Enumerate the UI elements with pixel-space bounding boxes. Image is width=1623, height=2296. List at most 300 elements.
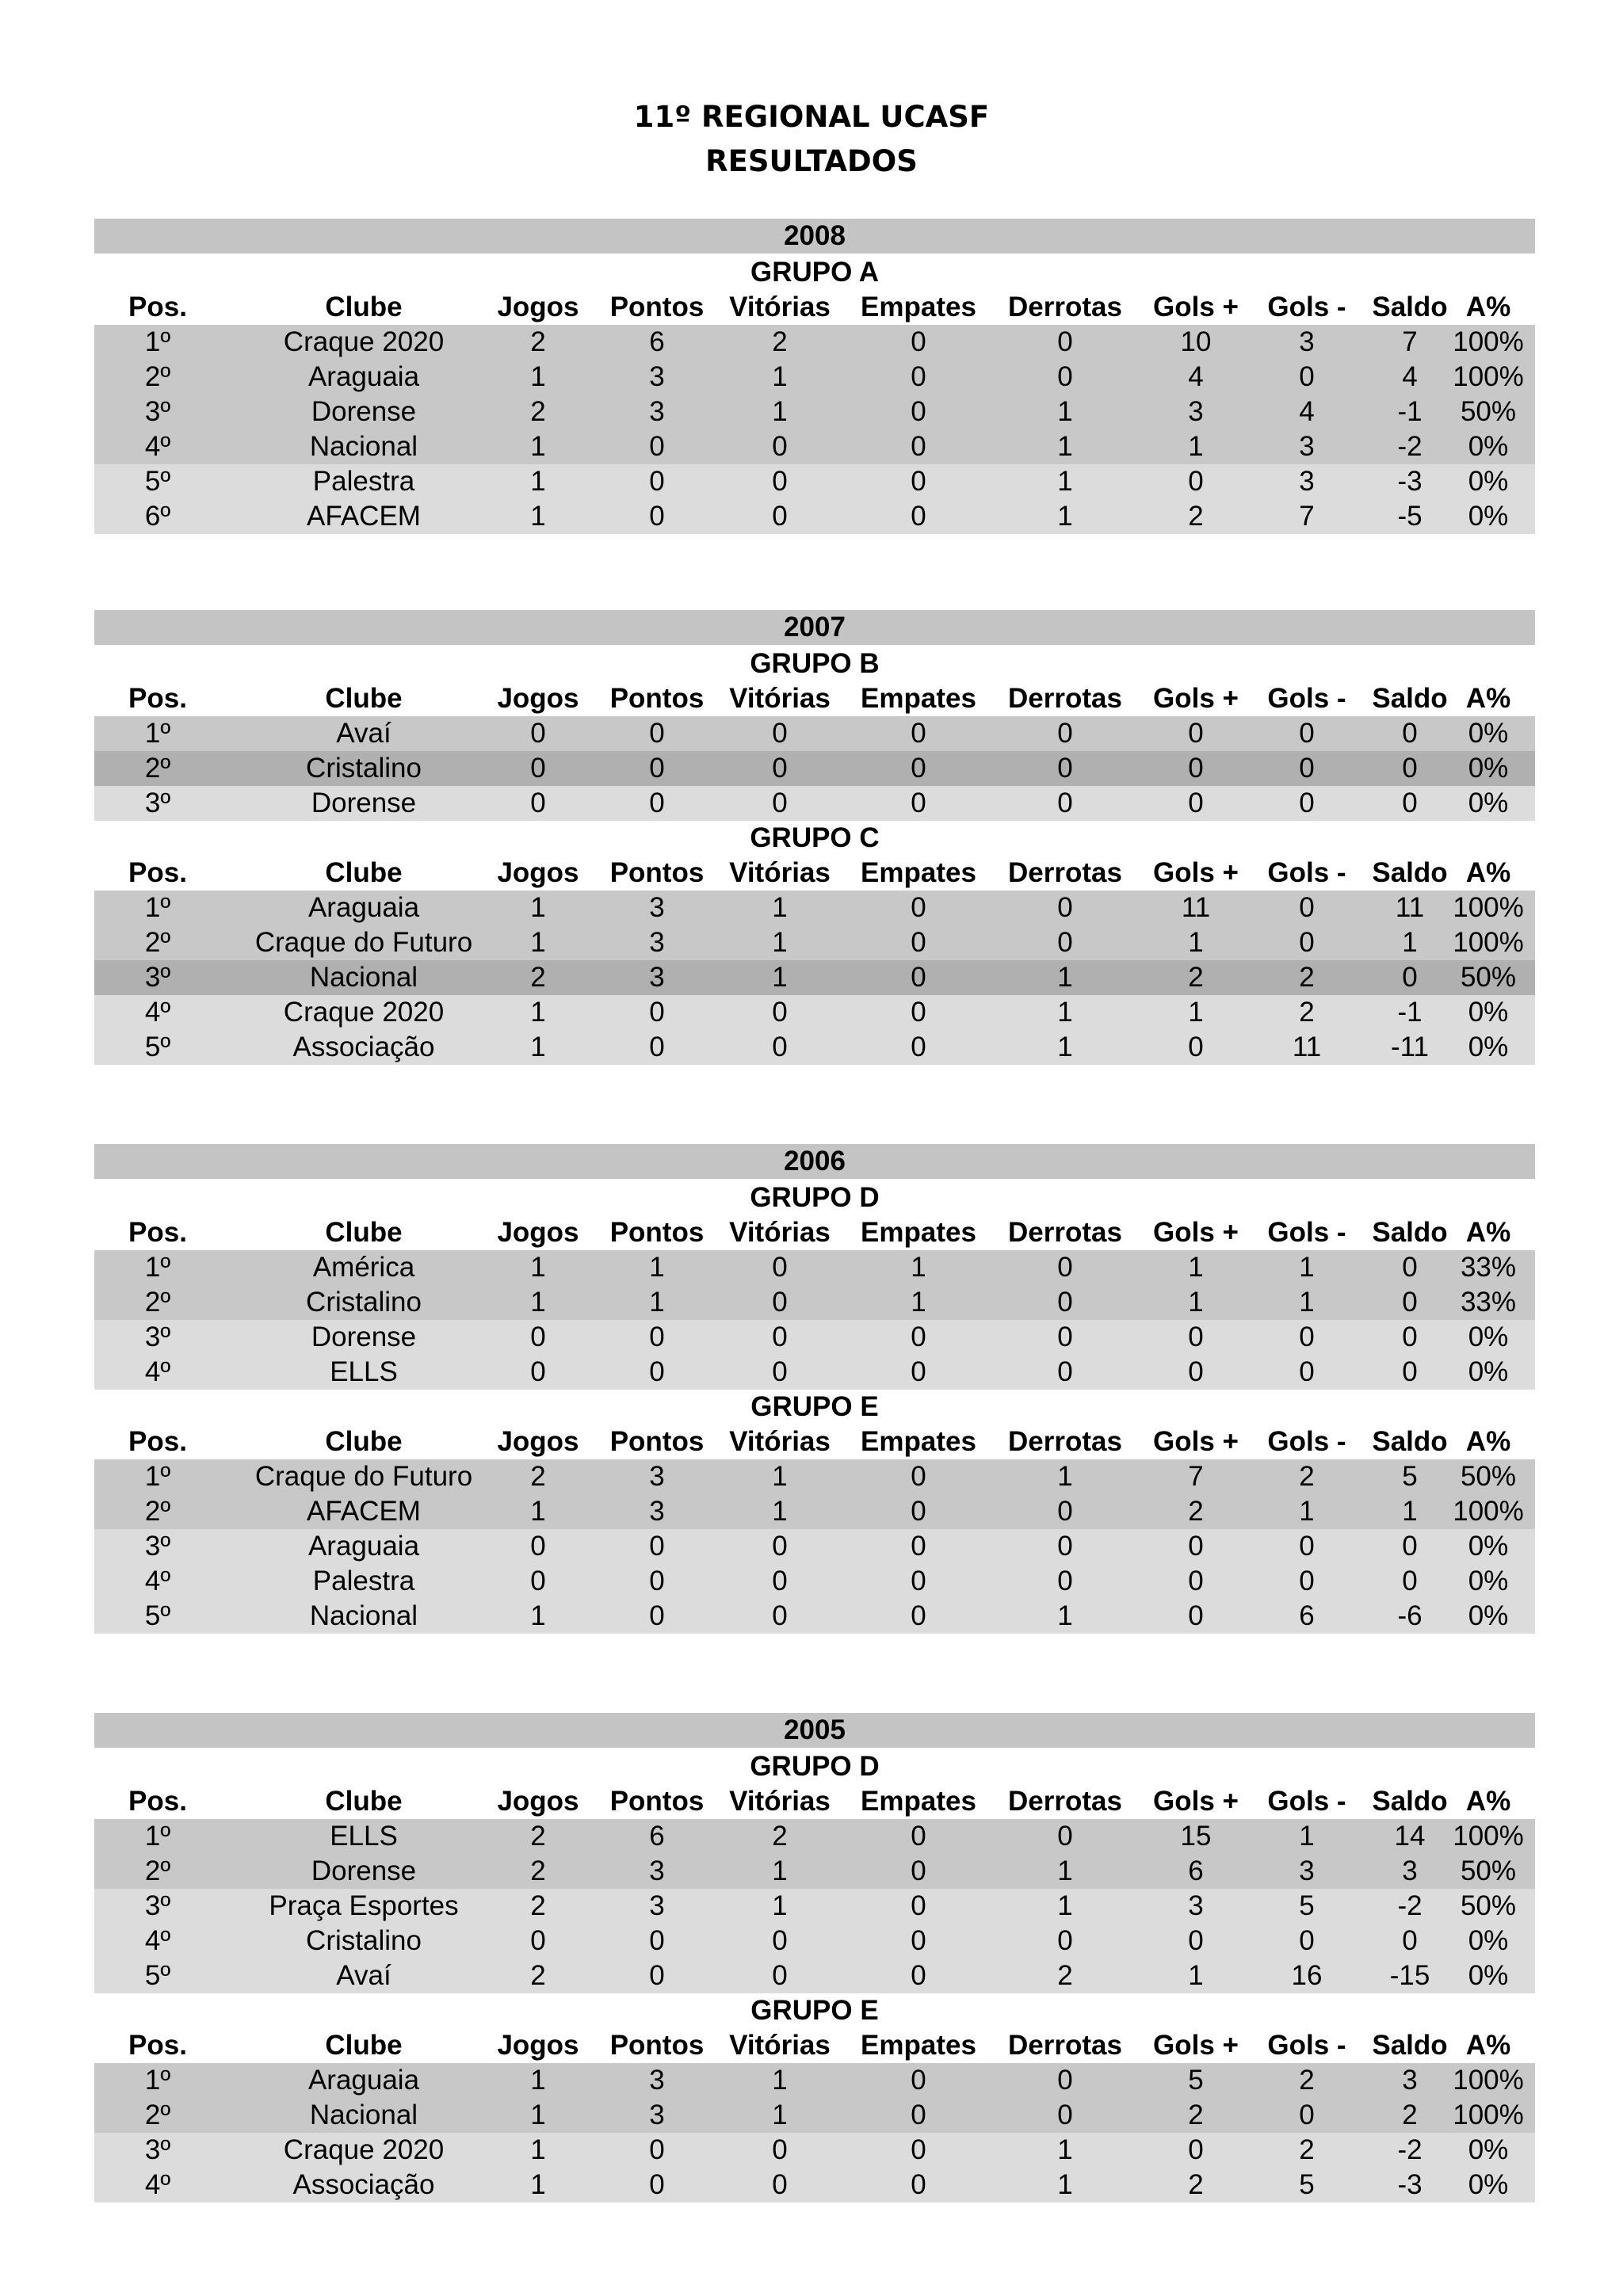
- cell-gols-pro: 0: [1188, 1566, 1204, 1596]
- cell-gols-pro: 1: [1188, 997, 1204, 1028]
- cell-empates: 0: [911, 1600, 926, 1631]
- cell-pontos: 0: [649, 1032, 665, 1062]
- header-pontos: Pontos: [609, 1217, 705, 1248]
- cell-vitorias: 1: [772, 1855, 788, 1886]
- cell-gols-pro: 0: [1188, 1531, 1204, 1562]
- cell-aproveitamento: 0%: [1468, 1925, 1509, 1956]
- cell-jogos: 2: [530, 1855, 546, 1886]
- table-row: [94, 1958, 1535, 1993]
- cell-clube: Dorense: [311, 1322, 417, 1352]
- cell-gols-contra: 3: [1299, 1855, 1315, 1886]
- cell-pontos: 0: [649, 466, 665, 497]
- table-row: [94, 1529, 1535, 1564]
- season-block: [94, 219, 1535, 534]
- cell-clube: Palestra: [312, 466, 415, 497]
- cell-gols-contra: 3: [1299, 326, 1315, 357]
- header-pos: Pos.: [128, 1217, 187, 1248]
- table-row: [94, 395, 1535, 429]
- cell-gols-pro: 6: [1188, 1855, 1204, 1886]
- cell-clube: Cristalino: [306, 1925, 422, 1956]
- cell-gols-pro: 0: [1188, 718, 1204, 749]
- cell-saldo: -11: [1391, 1032, 1429, 1062]
- cell-clube: Araguaia: [307, 361, 420, 392]
- cell-gols-contra: 2: [1299, 2134, 1315, 2165]
- cell-pos: 4º: [144, 1925, 171, 1956]
- cell-pontos: 0: [649, 718, 665, 749]
- cell-pontos: 6: [649, 1821, 665, 1852]
- table-row: [94, 751, 1535, 786]
- cell-empates: 0: [911, 1925, 926, 1956]
- cell-derrotas: 1: [1057, 2169, 1073, 2200]
- cell-pos: 2º: [144, 2100, 171, 2130]
- header-clube: Clube: [325, 1786, 403, 1817]
- cell-gols-pro: 15: [1180, 1821, 1212, 1852]
- cell-vitorias: 0: [772, 718, 788, 749]
- header-saldo: Saldo: [1372, 1217, 1448, 1248]
- cell-saldo: 0: [1402, 1566, 1418, 1596]
- cell-saldo: 0: [1402, 718, 1418, 749]
- cell-jogos: 1: [530, 997, 546, 1028]
- cell-pontos: 3: [649, 361, 665, 392]
- cell-pos: 3º: [144, 396, 171, 427]
- cell-saldo: 4: [1402, 361, 1418, 392]
- cell-pontos: 0: [649, 1600, 665, 1631]
- cell-pontos: 3: [649, 2065, 665, 2096]
- cell-gols-pro: 2: [1188, 962, 1204, 993]
- cell-gols-contra: 0: [1299, 361, 1315, 392]
- cell-gols-contra: 1: [1299, 1496, 1315, 1527]
- cell-derrotas: 0: [1057, 1566, 1073, 1596]
- cell-derrotas: 1: [1057, 1855, 1073, 1886]
- cell-derrotas: 0: [1057, 1356, 1073, 1387]
- cell-jogos: 1: [530, 2134, 546, 2165]
- cell-vitorias: 2: [772, 326, 788, 357]
- cell-empates: 0: [911, 431, 926, 462]
- cell-vitorias: 0: [772, 1531, 788, 1562]
- cell-vitorias: 1: [772, 2065, 788, 2096]
- header-pos: Pos.: [128, 292, 187, 322]
- cell-saldo: -2: [1397, 2134, 1423, 2165]
- table-row: [94, 1889, 1535, 1924]
- cell-saldo: 1: [1402, 927, 1418, 958]
- cell-gols-contra: 0: [1299, 788, 1315, 818]
- cell-pontos: 0: [649, 431, 665, 462]
- cell-gols-contra: 0: [1299, 1322, 1315, 1352]
- cell-empates: 0: [911, 1821, 926, 1852]
- cell-gols-contra: 0: [1299, 1531, 1315, 1562]
- cell-vitorias: 1: [772, 962, 788, 993]
- cell-gols-contra: 5: [1299, 1890, 1315, 1921]
- cell-gols-pro: 2: [1188, 501, 1204, 532]
- cell-jogos: 0: [530, 1925, 546, 1956]
- cell-pos: 3º: [144, 2134, 171, 2165]
- header-gols-pro: Gols +: [1153, 1786, 1239, 1817]
- cell-gols-pro: 7: [1188, 1461, 1204, 1492]
- header-aproveitamento: A%: [1465, 2030, 1511, 2061]
- header-vitorias: Vitórias: [729, 857, 831, 888]
- cell-vitorias: 0: [772, 2134, 788, 2165]
- cell-gols-contra: 1: [1299, 1252, 1315, 1283]
- cell-gols-pro: 3: [1188, 396, 1204, 427]
- cell-empates: 0: [911, 466, 926, 497]
- cell-aproveitamento: 50%: [1460, 1890, 1517, 1921]
- cell-empates: 0: [911, 1322, 926, 1352]
- cell-pos: 4º: [144, 997, 171, 1028]
- cell-empates: 0: [911, 753, 926, 784]
- cell-vitorias: 0: [772, 1356, 788, 1387]
- cell-saldo: 0: [1402, 788, 1418, 818]
- cell-jogos: 1: [530, 1600, 546, 1631]
- cell-clube: Dorense: [311, 788, 417, 818]
- cell-saldo: 0: [1402, 1287, 1418, 1318]
- cell-pos: 4º: [144, 2169, 171, 2200]
- cell-derrotas: 0: [1057, 2065, 1073, 2096]
- cell-pos: 1º: [144, 1252, 171, 1283]
- cell-empates: 0: [911, 1960, 926, 1991]
- cell-clube: Cristalino: [306, 753, 422, 784]
- cell-gols-pro: 0: [1188, 466, 1204, 497]
- cell-pos: 5º: [144, 466, 171, 497]
- cell-jogos: 2: [530, 1890, 546, 1921]
- cell-aproveitamento: 50%: [1460, 1461, 1517, 1492]
- header-row: [94, 681, 1535, 716]
- cell-jogos: 2: [530, 1960, 546, 1991]
- cell-pos: 5º: [144, 1960, 171, 1991]
- header-jogos: Jogos: [497, 683, 579, 714]
- cell-gols-pro: 0: [1188, 2134, 1204, 2165]
- header-gols-contra: Gols -: [1267, 683, 1346, 714]
- cell-gols-contra: 1: [1299, 1287, 1315, 1318]
- cell-aproveitamento: 100%: [1453, 927, 1524, 958]
- cell-derrotas: 0: [1057, 718, 1073, 749]
- cell-derrotas: 1: [1057, 396, 1073, 427]
- cell-gols-pro: 0: [1188, 788, 1204, 818]
- cell-empates: 1: [911, 1252, 926, 1283]
- group-title: GRUPO E: [750, 1995, 879, 2026]
- cell-jogos: 1: [530, 1496, 546, 1527]
- header-clube: Clube: [325, 292, 403, 322]
- cell-clube: Nacional: [309, 2100, 418, 2130]
- cell-gols-contra: 4: [1299, 396, 1315, 427]
- cell-vitorias: 0: [772, 2169, 788, 2200]
- cell-derrotas: 0: [1057, 927, 1073, 958]
- cell-saldo: 14: [1394, 1821, 1426, 1852]
- cell-empates: 0: [911, 1032, 926, 1062]
- cell-vitorias: 0: [772, 1960, 788, 1991]
- cell-pontos: 3: [649, 1890, 665, 1921]
- cell-pontos: 0: [649, 1356, 665, 1387]
- cell-gols-contra: 11: [1292, 1032, 1322, 1062]
- cell-vitorias: 1: [772, 396, 788, 427]
- cell-gols-pro: 11: [1181, 892, 1211, 923]
- header-clube: Clube: [325, 683, 403, 714]
- cell-vitorias: 1: [772, 2100, 788, 2130]
- table-row: [94, 716, 1535, 751]
- cell-empates: 0: [911, 396, 926, 427]
- cell-gols-pro: 2: [1188, 1496, 1204, 1527]
- table-row: [94, 1459, 1535, 1494]
- header-derrotas: Derrotas: [1008, 1786, 1122, 1817]
- header-pontos: Pontos: [609, 683, 705, 714]
- cell-empates: 0: [911, 1356, 926, 1387]
- cell-derrotas: 2: [1057, 1960, 1073, 1991]
- cell-gols-contra: 2: [1299, 962, 1315, 993]
- header-empates: Empates: [861, 1786, 976, 1817]
- cell-pos: 6º: [144, 501, 171, 532]
- cell-saldo: 3: [1402, 2065, 1418, 2096]
- group-title: GRUPO B: [750, 648, 880, 679]
- header-empates: Empates: [861, 683, 976, 714]
- cell-pontos: 0: [649, 1322, 665, 1352]
- header-aproveitamento: A%: [1465, 1217, 1511, 1248]
- header-derrotas: Derrotas: [1008, 292, 1122, 322]
- table-row: [94, 1320, 1535, 1355]
- cell-gols-contra: 0: [1299, 718, 1315, 749]
- cell-jogos: 0: [530, 1531, 546, 1562]
- cell-derrotas: 1: [1057, 2134, 1073, 2165]
- table-row: [94, 1355, 1535, 1390]
- season-block: [94, 610, 1535, 1065]
- cell-derrotas: 1: [1057, 1600, 1073, 1631]
- cell-derrotas: 0: [1057, 1531, 1073, 1562]
- cell-pos: 3º: [144, 1890, 171, 1921]
- header-derrotas: Derrotas: [1008, 857, 1122, 888]
- header-clube: Clube: [325, 2030, 403, 2061]
- table-row: [94, 1250, 1535, 1285]
- cell-pos: 1º: [144, 1461, 171, 1492]
- header-vitorias: Vitórias: [729, 683, 831, 714]
- cell-clube: Avaí: [336, 718, 391, 749]
- cell-clube: Araguaia: [307, 2065, 420, 2096]
- cell-jogos: 1: [530, 892, 546, 923]
- cell-pontos: 1: [649, 1252, 665, 1283]
- cell-pos: 2º: [144, 1496, 171, 1527]
- cell-saldo: 2: [1402, 2100, 1418, 2130]
- header-pos: Pos.: [128, 857, 187, 888]
- cell-empates: 0: [911, 718, 926, 749]
- cell-clube: Craque do Futuro: [254, 1461, 473, 1492]
- header-jogos: Jogos: [497, 1786, 579, 1817]
- cell-jogos: 0: [530, 753, 546, 784]
- cell-aproveitamento: 0%: [1468, 2169, 1509, 2200]
- cell-vitorias: 0: [772, 1032, 788, 1062]
- table-row: [94, 1819, 1535, 1854]
- cell-derrotas: 1: [1057, 997, 1073, 1028]
- cell-aproveitamento: 0%: [1468, 466, 1509, 497]
- cell-derrotas: 0: [1057, 1821, 1073, 1852]
- cell-vitorias: 0: [772, 1287, 788, 1318]
- cell-gols-pro: 0: [1188, 1600, 1204, 1631]
- cell-jogos: 1: [530, 1252, 546, 1283]
- cell-gols-contra: 5: [1299, 2169, 1315, 2200]
- cell-pos: 4º: [144, 1356, 171, 1387]
- title-line-2: RESULTADOS: [705, 144, 918, 178]
- cell-clube: Araguaia: [307, 1531, 420, 1562]
- cell-aproveitamento: 100%: [1453, 1821, 1524, 1852]
- cell-aproveitamento: 0%: [1468, 1531, 1509, 1562]
- cell-derrotas: 1: [1057, 1032, 1073, 1062]
- cell-vitorias: 0: [772, 1600, 788, 1631]
- header-empates: Empates: [861, 1426, 976, 1457]
- cell-pontos: 3: [649, 1855, 665, 1886]
- cell-derrotas: 0: [1057, 892, 1073, 923]
- cell-pontos: 0: [649, 997, 665, 1028]
- cell-jogos: 1: [530, 431, 546, 462]
- header-gols-contra: Gols -: [1267, 2030, 1346, 2061]
- season-block: [94, 1144, 1535, 1634]
- cell-saldo: 7: [1402, 326, 1418, 357]
- header-gols-pro: Gols +: [1153, 2030, 1239, 2061]
- cell-vitorias: 0: [772, 997, 788, 1028]
- cell-pontos: 0: [649, 501, 665, 532]
- cell-clube: Craque do Futuro: [254, 927, 473, 958]
- header-empates: Empates: [861, 857, 976, 888]
- cell-empates: 0: [911, 2169, 926, 2200]
- cell-clube: Praça Esportes: [269, 1890, 459, 1921]
- cell-jogos: 1: [530, 361, 546, 392]
- cell-aproveitamento: 0%: [1468, 431, 1509, 462]
- cell-pontos: 3: [649, 2100, 665, 2130]
- cell-saldo: -2: [1397, 1890, 1423, 1921]
- cell-jogos: 2: [530, 396, 546, 427]
- cell-aproveitamento: 0%: [1468, 1356, 1509, 1387]
- cell-aproveitamento: 33%: [1460, 1287, 1517, 1318]
- season-year: 2006: [94, 1144, 1535, 1179]
- cell-clube: Avaí: [336, 1960, 391, 1991]
- cell-aproveitamento: 0%: [1468, 2134, 1509, 2165]
- cell-clube: Craque 2020: [283, 2134, 445, 2165]
- cell-empates: 0: [911, 2065, 926, 2096]
- cell-derrotas: 1: [1057, 962, 1073, 993]
- cell-empates: 0: [911, 962, 926, 993]
- cell-derrotas: 1: [1057, 431, 1073, 462]
- header-derrotas: Derrotas: [1008, 2030, 1122, 2061]
- cell-clube: Dorense: [311, 396, 417, 427]
- cell-empates: 0: [911, 997, 926, 1028]
- header-gols-contra: Gols -: [1267, 292, 1346, 322]
- header-saldo: Saldo: [1372, 292, 1448, 322]
- cell-empates: 0: [911, 1531, 926, 1562]
- group-title: GRUPO D: [750, 1182, 880, 1213]
- cell-gols-pro: 10: [1180, 326, 1212, 357]
- header-saldo: Saldo: [1372, 2030, 1448, 2061]
- header-empates: Empates: [861, 1217, 976, 1248]
- header-clube: Clube: [325, 1217, 403, 1248]
- cell-pos: 2º: [144, 753, 171, 784]
- cell-aproveitamento: 0%: [1468, 788, 1509, 818]
- cell-aproveitamento: 50%: [1460, 396, 1517, 427]
- header-saldo: Saldo: [1372, 1426, 1448, 1457]
- cell-gols-contra: 0: [1299, 892, 1315, 923]
- table-row: [94, 464, 1535, 499]
- cell-empates: 0: [911, 361, 926, 392]
- cell-gols-pro: 0: [1188, 1356, 1204, 1387]
- cell-vitorias: 0: [772, 753, 788, 784]
- cell-jogos: 1: [530, 466, 546, 497]
- cell-vitorias: 1: [772, 927, 788, 958]
- season-block: [94, 1713, 1535, 2203]
- group-title: GRUPO D: [750, 1751, 880, 1782]
- cell-jogos: 1: [530, 1032, 546, 1062]
- cell-aproveitamento: 0%: [1468, 1960, 1509, 1991]
- cell-saldo: 0: [1402, 1322, 1418, 1352]
- cell-derrotas: 1: [1057, 466, 1073, 497]
- cell-gols-contra: 1: [1299, 1821, 1315, 1852]
- cell-gols-contra: 0: [1299, 753, 1315, 784]
- cell-gols-contra: 6: [1299, 1600, 1315, 1631]
- cell-empates: 0: [911, 892, 926, 923]
- cell-saldo: -3: [1397, 2169, 1423, 2200]
- cell-gols-pro: 1: [1188, 927, 1204, 958]
- cell-pontos: 3: [649, 927, 665, 958]
- group-title: GRUPO A: [750, 257, 880, 288]
- cell-clube: ELLS: [330, 1356, 398, 1387]
- cell-gols-contra: 2: [1299, 997, 1315, 1028]
- cell-pontos: 3: [649, 892, 665, 923]
- cell-empates: 0: [911, 326, 926, 357]
- cell-gols-contra: 0: [1299, 1566, 1315, 1596]
- cell-saldo: 11: [1395, 892, 1425, 923]
- cell-pos: 3º: [144, 1531, 171, 1562]
- cell-pontos: 0: [649, 788, 665, 818]
- cell-gols-pro: 5: [1188, 2065, 1204, 2096]
- header-gols-contra: Gols -: [1267, 1786, 1346, 1817]
- cell-clube: Craque 2020: [283, 997, 445, 1028]
- header-pontos: Pontos: [609, 1786, 705, 1817]
- header-gols-contra: Gols -: [1267, 1217, 1346, 1248]
- cell-derrotas: 0: [1057, 1496, 1073, 1527]
- cell-saldo: 0: [1402, 753, 1418, 784]
- cell-gols-pro: 1: [1188, 431, 1204, 462]
- cell-saldo: 1: [1402, 1496, 1418, 1527]
- cell-gols-contra: 7: [1299, 501, 1315, 532]
- cell-vitorias: 1: [772, 1890, 788, 1921]
- cell-empates: 0: [911, 2100, 926, 2130]
- table-row: [94, 2098, 1535, 2133]
- cell-pontos: 0: [649, 753, 665, 784]
- cell-gols-pro: 1: [1188, 1960, 1204, 1991]
- header-pos: Pos.: [128, 2030, 187, 2061]
- cell-clube: ELLS: [330, 1821, 398, 1852]
- cell-empates: 0: [911, 1855, 926, 1886]
- cell-clube: Araguaia: [307, 892, 420, 923]
- cell-pos: 2º: [144, 361, 171, 392]
- header-aproveitamento: A%: [1465, 683, 1511, 714]
- table-row: [94, 1030, 1535, 1065]
- cell-empates: 0: [911, 2134, 926, 2165]
- cell-clube: Dorense: [311, 1855, 417, 1886]
- table-row: [94, 1854, 1535, 1889]
- cell-aproveitamento: 0%: [1468, 1566, 1509, 1596]
- cell-pontos: 0: [649, 1925, 665, 1956]
- cell-derrotas: 0: [1057, 1287, 1073, 1318]
- cell-aproveitamento: 100%: [1453, 1496, 1524, 1527]
- cell-gols-pro: 1: [1188, 1287, 1204, 1318]
- cell-derrotas: 1: [1057, 1461, 1073, 1492]
- cell-aproveitamento: 0%: [1468, 753, 1509, 784]
- table-row: [94, 995, 1535, 1030]
- cell-aproveitamento: 0%: [1468, 1322, 1509, 1352]
- cell-saldo: 0: [1402, 1252, 1418, 1283]
- cell-derrotas: 1: [1057, 1890, 1073, 1921]
- header-aproveitamento: A%: [1465, 1786, 1511, 1817]
- group-title: GRUPO C: [750, 822, 880, 853]
- cell-clube: Nacional: [309, 962, 418, 993]
- header-vitorias: Vitórias: [729, 1786, 831, 1817]
- table-row: [94, 325, 1535, 360]
- header-derrotas: Derrotas: [1008, 683, 1122, 714]
- header-empates: Empates: [861, 2030, 976, 2061]
